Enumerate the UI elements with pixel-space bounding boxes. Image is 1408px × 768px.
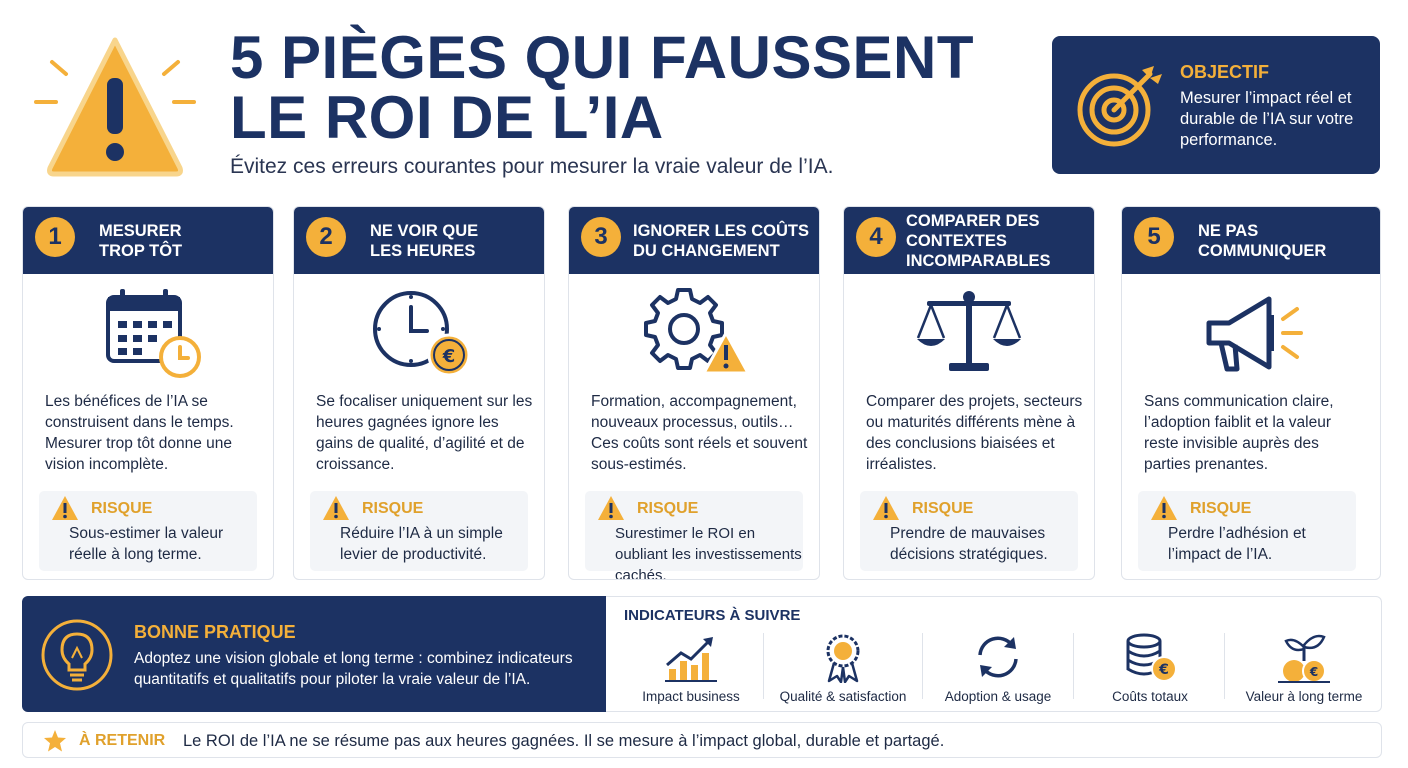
warning-icon [30,30,200,180]
card-title: MESURER TROP TÔT [99,221,183,260]
risk-label: RISQUE [91,500,153,517]
card-number: 4 [856,217,896,257]
card-number: 2 [306,217,346,257]
page-subtitle: Évitez ces erreurs courantes pour mesurer la vraie valeur de l’IA. [230,155,834,178]
card-title: COMPARER DES CONTEXTES INCOMPARABLES [906,211,1051,270]
title-line-2: LE ROI DE L’IA [230,84,664,151]
takeaway-label: À RETENIR [79,732,166,749]
card-description: Se focaliser uniquement sur les heures gagnées ignore les gains de qualité, d’agilité et de croissance. [316,393,533,473]
divider [763,633,764,699]
coins-euro-icon [1122,631,1178,683]
best-practice-text: Adoptez une vision globale et long terme : combinez indicateurs quantitatifs et qualitatifs pour piloter la vraie valeur de l’IA. [134,650,573,688]
risk-label: RISQUE [912,500,974,517]
risk-label: RISQUE [637,500,699,517]
gear-warning-icon [634,285,754,381]
star-icon [43,729,67,753]
risk-box [1138,491,1356,571]
card-number: 1 [35,217,75,257]
objective-text: Mesurer l’impact réel et durable de l’IA sur votre performance. [1180,89,1354,149]
calendar-clock-icon [88,285,208,381]
pitfall-card-4 [843,206,1095,580]
pitfall-card-5 [1121,206,1381,580]
risk-text: Sous-estimer la valeur réelle à long terme. [69,525,224,563]
indicator-long-term-value [1234,631,1374,707]
header [0,0,1408,200]
risk-text: Prendre de mauvaises décisions stratégiques. [890,525,1048,563]
risk-text: Réduire l’IA à un simple levier de productivité. [340,525,503,563]
indicators-panel [606,596,1382,712]
warning-icon [51,495,79,521]
card-description: Sans communication claire, l’adoption faiblit et la valeur reste invisible auprès des parties prenantes. [1144,393,1334,473]
risk-text: Surestimer le ROI en oubliant les investissements cachés. [615,525,802,580]
card-header [1122,207,1380,274]
indicator-label: Qualité & satisfaction [779,689,907,704]
indicators-title: INDICATEURS À SUIVRE [624,607,801,624]
key-takeaway-bar [22,722,1382,758]
best-practice-panel [22,596,606,712]
indicator-adoption [930,631,1066,707]
card-title: NE PAS COMMUNIQUER [1198,221,1327,260]
risk-box [310,491,528,571]
megaphone-icon [1191,285,1311,381]
best-practice-title: BONNE PRATIQUE [134,622,296,642]
card-header [844,207,1094,274]
indicator-costs [1082,631,1218,707]
objective-panel [1052,36,1380,174]
svg-text:€: € [1159,662,1169,678]
card-header [23,207,273,274]
card-header [294,207,544,274]
indicator-label: Valeur à long terme [1245,689,1363,704]
risk-label: RISQUE [362,500,424,517]
divider [1073,633,1074,699]
card-title: NE VOIR QUE LES HEURES [370,221,479,260]
bar-chart-up-icon [663,631,719,683]
card-description: Comparer des projets, secteurs ou maturités différents mène à des conclusions biaisées et irréalistes. [866,393,1083,473]
indicator-label: Coûts totaux [1112,689,1188,704]
cycle-arrows-icon [970,631,1026,683]
clock-euro-icon [359,285,479,381]
page-title [230,24,975,151]
warning-icon [597,495,625,521]
scale-icon [909,285,1029,381]
svg-text:€: € [1309,665,1319,679]
pitfall-card-3 [568,206,820,580]
warning-icon [322,495,350,521]
divider [1224,633,1225,699]
risk-label: RISQUE [1190,500,1252,517]
takeaway-text: Le ROI de l’IA ne se résume pas aux heures gagnées. Il se mesure à l’impact global, durable et partagé. [183,732,945,750]
risk-box [39,491,257,571]
pitfall-card-2 [293,206,545,580]
title-line-1: 5 PIÈGES QUI FAUSSENT [230,24,975,91]
objective-title: OBJECTIF [1180,62,1270,82]
card-title: IGNORER LES COÛTS DU CHANGEMENT [633,221,810,260]
card-description: Les bénéfices de l’IA se construisent dans le temps. Mesurer trop tôt donne une vision incomplète. [45,393,234,473]
card-number: 5 [1134,217,1174,257]
risk-box [860,491,1078,571]
card-header [569,207,819,274]
lightbulb-icon [40,618,114,692]
indicator-label: Impact business [642,689,740,704]
plant-coins-icon [1276,631,1332,683]
target-icon [1070,60,1166,152]
pitfall-card-1 [22,206,274,580]
svg-text:€: € [442,346,456,367]
award-ribbon-icon [815,631,871,683]
card-number: 3 [581,217,621,257]
divider [922,633,923,699]
warning-icon [872,495,900,521]
pitfall-cards [22,206,1382,582]
indicator-quality [770,631,916,707]
warning-icon [1150,495,1178,521]
risk-box [585,491,803,580]
indicator-label: Adoption & usage [944,689,1052,704]
indicator-impact-business [628,631,754,707]
card-description: Formation, accompagnement, nouveaux processus, outils… Ces coûts sont réels et souvent sous-estimés. [591,393,808,473]
risk-text: Perdre l’adhésion et l’impact de l’IA. [1168,525,1306,563]
